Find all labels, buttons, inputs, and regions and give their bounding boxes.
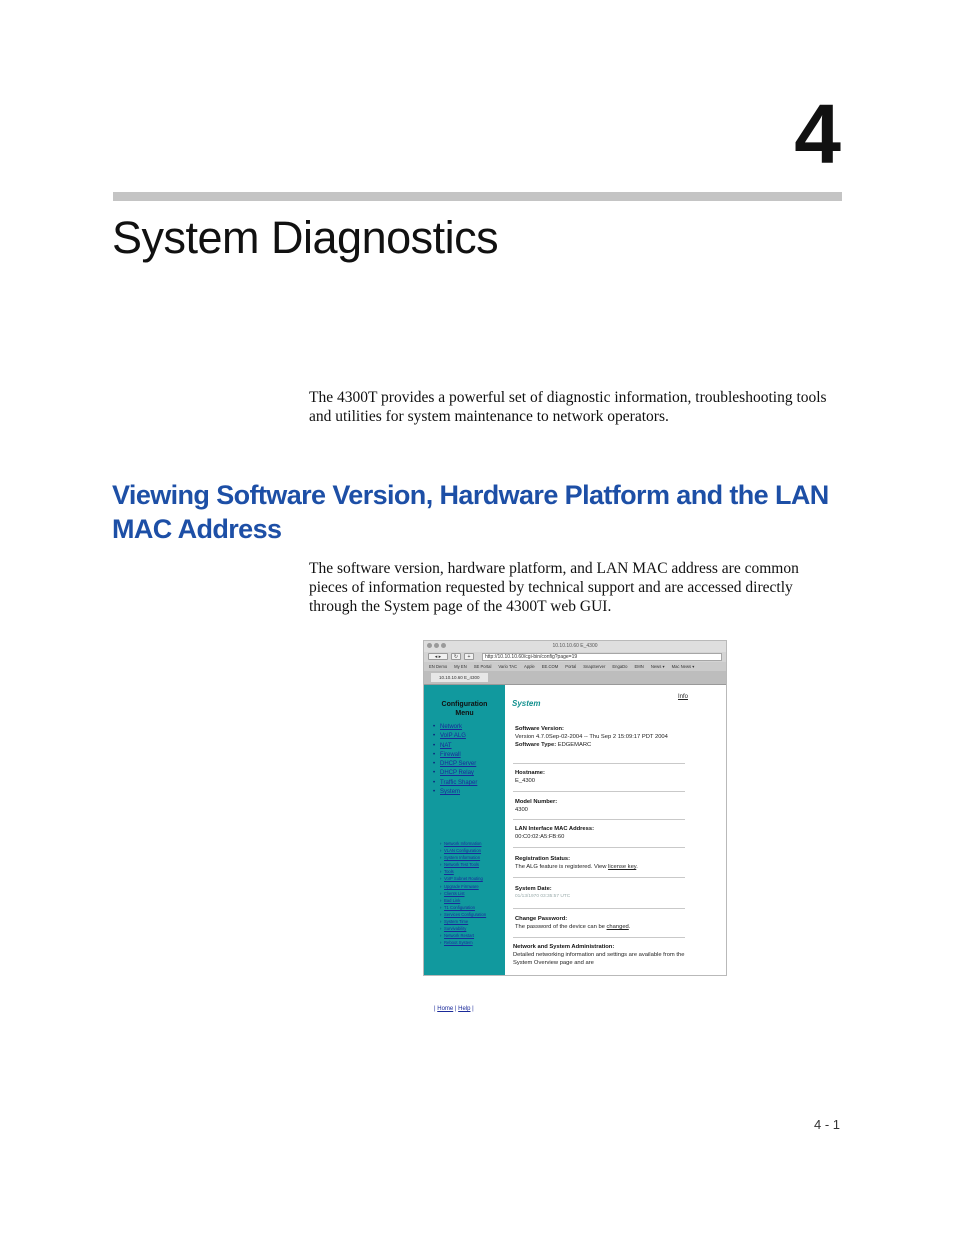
divider	[513, 819, 685, 820]
submenu-item[interactable]: › VLAN Configuration	[440, 849, 502, 853]
software-type-value: EDGEMARC	[557, 742, 592, 748]
menu-item-network[interactable]: • Network	[433, 723, 477, 732]
submenu-item[interactable]: › Upgrade Firmware	[440, 885, 502, 889]
menu-item-dhcp-relay[interactable]: • DHCP Relay	[433, 769, 477, 778]
chapter-number: 4	[794, 87, 841, 181]
window-title: 10.10.10.60 E_4300	[552, 643, 598, 649]
divider	[513, 847, 685, 848]
divider	[513, 763, 685, 764]
submenu-item[interactable]: › Tools	[440, 870, 502, 874]
menu-item-traffic-shaper[interactable]: • Traffic Shaper	[433, 779, 477, 788]
system-date-value: 01/13/1970 03:35:57 UTC	[515, 894, 571, 899]
model-number-value: 4300	[515, 807, 528, 813]
lan-mac-field	[515, 825, 685, 841]
submenu-item[interactable]: › Reboot System	[440, 941, 502, 945]
submenu-item[interactable]: › T1 Configuration	[440, 906, 502, 910]
registration-label: Registration Status:	[515, 856, 571, 862]
model-number-field	[515, 798, 685, 814]
bookmark-item[interactable]: SnapServer	[583, 664, 606, 669]
menu-item-dhcp-server[interactable]: • DHCP Server	[433, 760, 477, 769]
browser-toolbar	[424, 652, 726, 662]
bookmark-item[interactable]: SE Portal	[473, 664, 492, 669]
system-date-label: System Date:	[515, 886, 552, 892]
bookmark-item[interactable]: EngaDo	[612, 664, 628, 669]
menu-item-firewall[interactable]: • Firewall	[433, 751, 477, 760]
back-forward-button[interactable]: ◂ ▸	[428, 653, 448, 660]
system-page-screenshot	[423, 640, 727, 1012]
system-panel	[505, 685, 726, 975]
software-version-field	[515, 725, 685, 749]
submenu-item[interactable]: › Survivability	[440, 927, 502, 931]
registration-text: The ALG feature is registered. View	[515, 864, 607, 870]
divider	[513, 937, 685, 938]
page-number: 4 - 1	[813, 1117, 840, 1132]
info-link[interactable]: Info	[677, 694, 688, 700]
bookmark-item[interactable]: My EN	[454, 664, 467, 669]
system-page-title: System	[512, 699, 541, 708]
help-link[interactable]: Help	[458, 1006, 471, 1012]
bookmark-item[interactable]: Mac News ▾	[671, 664, 695, 669]
divider	[513, 908, 685, 909]
submenu-item[interactable]: › Bad Link	[440, 899, 502, 903]
menu-list	[433, 723, 477, 797]
divider	[513, 791, 685, 792]
software-version-value: Version 4.7.0Sep-02-2004 -- Thu Sep 2 15:09:17 PDT 2004	[515, 734, 668, 740]
submenu-item[interactable]: › Network Test Tools	[440, 863, 502, 867]
bookmark-item[interactable]: EE.COM	[541, 664, 559, 669]
submenu-item[interactable]: › VoIP Subnet Routing	[440, 877, 502, 881]
menu-item-system[interactable]: • System	[433, 788, 477, 797]
chapter-rule	[113, 192, 842, 201]
change-password-text: The password of the device can be	[515, 924, 605, 930]
submenu-item[interactable]: › System Time	[440, 920, 502, 924]
submenu-item[interactable]: › Clients List	[440, 892, 502, 896]
system-date-field	[515, 885, 685, 901]
menu-title: Configuration Menu	[441, 701, 488, 717]
hostname-field	[515, 769, 685, 785]
bookmark-item[interactable]: Portal	[565, 664, 577, 669]
software-type-label: Software Type:	[515, 742, 557, 748]
bookmark-item[interactable]: Apple	[524, 664, 535, 669]
lan-mac-label: LAN Interface MAC Address:	[515, 826, 595, 832]
network-admin-label: Network and System Administration:	[513, 944, 615, 950]
address-bar[interactable]: http://10.10.10.60/cgi-bin/config?page=19	[482, 653, 722, 661]
submenu-item[interactable]: › System Information	[440, 856, 502, 860]
software-version-label: Software Version:	[515, 726, 564, 732]
section-heading: Viewing Software Version, Hardware Platform and the LAN MAC Address	[112, 480, 829, 544]
configuration-sidebar	[424, 685, 505, 1012]
hostname-value: E_4300	[515, 778, 535, 784]
home-link[interactable]: Home	[437, 1006, 454, 1012]
intro-paragraph: The 4300T provides a powerful set of diagnostic information, troubleshooting tools and utilities for system maintenance to network operators.	[309, 389, 827, 425]
sidebar-footer: | Home | Help |	[434, 1006, 474, 1012]
bookmark-item[interactable]: EMN	[634, 664, 644, 669]
bookmark-item[interactable]: News ▾	[650, 664, 665, 669]
page-content	[424, 685, 726, 1012]
chapter-title: System Diagnostics	[112, 212, 499, 263]
submenu-item[interactable]: › Network Information	[440, 842, 502, 846]
add-bookmark-button[interactable]: +	[464, 653, 474, 660]
lan-mac-value: 00:C0:02:A5:FB:60	[515, 834, 565, 840]
change-password-field: Change Password: The password of the device can be changed.	[515, 915, 685, 931]
submenu-item[interactable]: › Network Restart	[440, 934, 502, 938]
submenu-item[interactable]: › Services Configuration	[440, 913, 502, 917]
bookmark-item[interactable]: Vario TAC	[498, 664, 518, 669]
browser-tab-strip	[424, 671, 726, 685]
hostname-label: Hostname:	[515, 770, 545, 776]
registration-field: Registration Status: The ALG feature is registered. View license key.	[515, 855, 685, 871]
reload-button[interactable]: ↻	[451, 653, 461, 660]
network-admin-text: Detailed networking information and settings are available from the System Overview page and are	[513, 952, 685, 966]
system-submenu	[440, 842, 502, 948]
model-number-label: Model Number:	[515, 799, 558, 805]
bookmarks-bar	[424, 662, 726, 671]
menu-item-voip-alg[interactable]: • VoIP ALG	[433, 732, 477, 741]
license-key-link[interactable]: license key	[608, 864, 637, 870]
browser-titlebar	[424, 641, 726, 652]
browser-tab[interactable]: 10.10.10.60 E_4300	[431, 673, 488, 682]
bookmark-item[interactable]: EN Demo	[429, 664, 448, 669]
section-paragraph: The software version, hardware platform, and LAN MAC address are common pieces of information requested by technical support and are accessed directly through the System page of the 4300T web GUI.	[309, 560, 799, 615]
change-password-link[interactable]: changed	[606, 924, 629, 930]
menu-item-nat[interactable]: • NAT	[433, 742, 477, 751]
divider	[513, 877, 685, 878]
network-admin-field	[513, 943, 688, 967]
change-password-label: Change Password:	[515, 916, 568, 922]
